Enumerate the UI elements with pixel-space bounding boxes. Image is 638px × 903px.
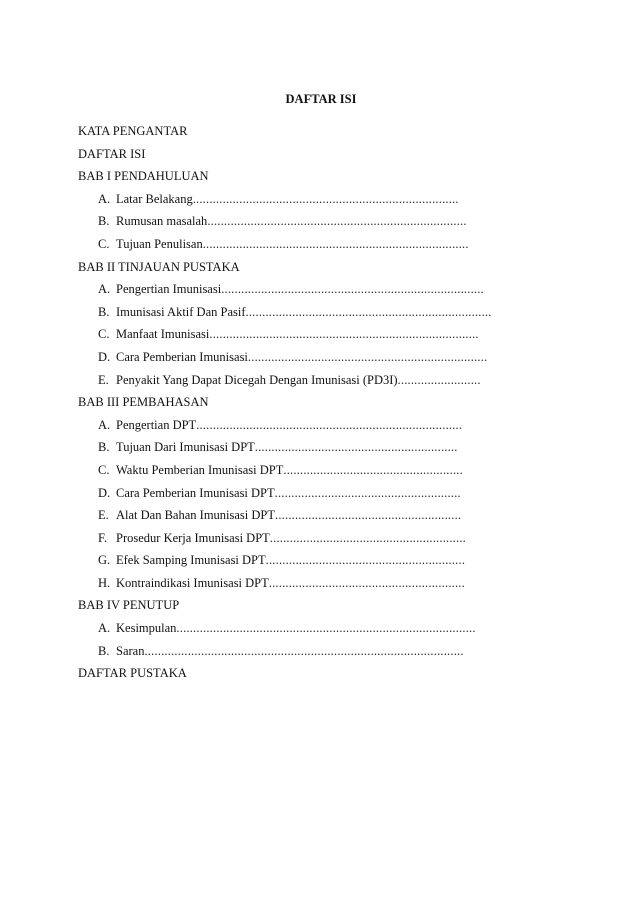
toc-item-label: Imunisasi Aktif Dan Pasif — [116, 304, 246, 319]
toc-item-label: Alat Dan Bahan Imunisasi DPT — [116, 508, 276, 523]
toc-subitem — [78, 414, 498, 437]
toc-subitem — [78, 482, 498, 505]
page-title: DAFTAR ISI — [285, 92, 357, 106]
toc-item-label: Cara Pemberian Imunisasi — [116, 349, 248, 364]
toc-item-label: Pengertian Imunisasi — [116, 282, 222, 297]
toc-leader-dots: .......................................................................................... — [176, 621, 476, 636]
toc-leader-dots: ........................................................... — [269, 530, 466, 545]
toc-item-letter: A. — [98, 621, 111, 636]
toc-item-label: Manfaat Imunisasi — [116, 327, 210, 342]
toc-item-label: Latar Belakang — [116, 191, 193, 206]
toc-leader-dots: ............................................................................... — [221, 282, 484, 297]
toc-subitem — [78, 346, 498, 369]
toc-subitem — [78, 233, 498, 256]
toc-leader-dots: ................................................................................ — [192, 191, 459, 206]
toc-item-letter: A. — [98, 191, 111, 206]
toc-leader-dots: ........................................................ — [274, 485, 461, 500]
toc-item-label: Efek Samping Imunisasi DPT — [116, 553, 266, 568]
toc-item-letter: B. — [98, 304, 110, 319]
toc-leader-dots: ................................................................................ — [202, 236, 469, 251]
toc-item-letter: A. — [98, 282, 111, 297]
toc-item-letter: E. — [98, 508, 109, 523]
toc-subitem — [78, 527, 498, 550]
toc-leader-dots: ........................................................................ — [247, 349, 488, 364]
toc-subitem — [78, 640, 498, 663]
toc-item-letter: F. — [98, 530, 108, 545]
toc-item-label: Kontraindikasi Imunisasi DPT — [116, 575, 269, 590]
toc-subitem — [78, 278, 498, 301]
toc-item-letter: D. — [98, 485, 111, 500]
toc-item-letter: B. — [98, 440, 110, 455]
toc-heading: DAFTAR ISI — [78, 146, 146, 161]
toc-item-letter: B. — [98, 643, 110, 658]
toc-subitem — [78, 459, 498, 482]
toc-leader-dots: ........................................................... — [268, 575, 465, 590]
toc-subitem — [78, 369, 498, 392]
toc-subitem — [78, 572, 498, 595]
toc-item-letter: C. — [98, 327, 110, 342]
toc-leader-dots: ................................................................................................ — [144, 643, 464, 658]
toc-leader-dots: .......................................................................... — [245, 304, 492, 319]
toc-subitem — [78, 549, 498, 572]
toc-leader-dots: .............................................................................. — [207, 214, 467, 229]
toc-item-letter: G. — [98, 553, 111, 568]
toc-heading: BAB II TINJAUAN PUSTAKA — [78, 259, 240, 274]
toc-heading: DAFTAR PUSTAKA — [78, 666, 187, 681]
toc-heading: BAB III PEMBAHASAN — [78, 395, 209, 410]
toc-heading: KATA PENGANTAR — [78, 124, 188, 138]
toc-leader-dots: ................................................................................. — [209, 327, 479, 342]
toc-item-letter: H. — [98, 575, 111, 590]
toc-leader-dots: ............................................................. — [254, 440, 458, 455]
toc-item-label: Saran — [116, 643, 145, 658]
toc-subitem — [78, 301, 498, 324]
toc-item-letter: C. — [98, 462, 110, 477]
toc-item-label: Kesimpulan — [116, 621, 177, 636]
toc-item-label: Waktu Pemberian Imunisasi DPT — [116, 462, 284, 477]
toc-item-letter: E. — [98, 372, 109, 387]
toc-subitem — [78, 504, 498, 527]
toc-item-label: Cara Pemberian Imunisasi DPT — [116, 485, 275, 500]
toc-subitem — [78, 436, 498, 459]
toc-item-label: Pengertian DPT — [116, 417, 197, 432]
toc-subitem — [78, 617, 498, 640]
toc-leader-dots: ......................... — [397, 372, 481, 387]
toc-item-letter: B. — [98, 214, 110, 229]
toc-item-label: Tujuan Dari Imunisasi DPT — [116, 440, 255, 455]
toc-subitem — [78, 210, 498, 233]
toc-subitem — [78, 323, 498, 346]
table-of-contents — [78, 120, 498, 685]
toc-item-label: Prosedur Kerja Imunisasi DPT — [116, 530, 270, 545]
toc-leader-dots: ........................................................ — [275, 508, 462, 523]
toc-heading: BAB I PENDAHULUAN — [78, 169, 209, 184]
toc-subitem — [78, 188, 498, 211]
toc-item-label: Tujuan Penulisan — [116, 236, 203, 251]
toc-item-letter: A. — [98, 417, 111, 432]
toc-item-letter: C. — [98, 236, 110, 251]
toc-heading: BAB IV PENUTUP — [78, 598, 180, 613]
toc-item-label: Penyakit Yang Dapat Dicegah Dengan Imunisasi (PD3I) — [116, 372, 398, 387]
toc-leader-dots: ............................................................ — [265, 553, 466, 568]
toc-item-label: Rumusan masalah — [116, 214, 208, 229]
toc-leader-dots: ................................................................................ — [196, 417, 463, 432]
toc-leader-dots: ...................................................... — [283, 462, 463, 477]
toc-item-letter: D. — [98, 349, 111, 364]
